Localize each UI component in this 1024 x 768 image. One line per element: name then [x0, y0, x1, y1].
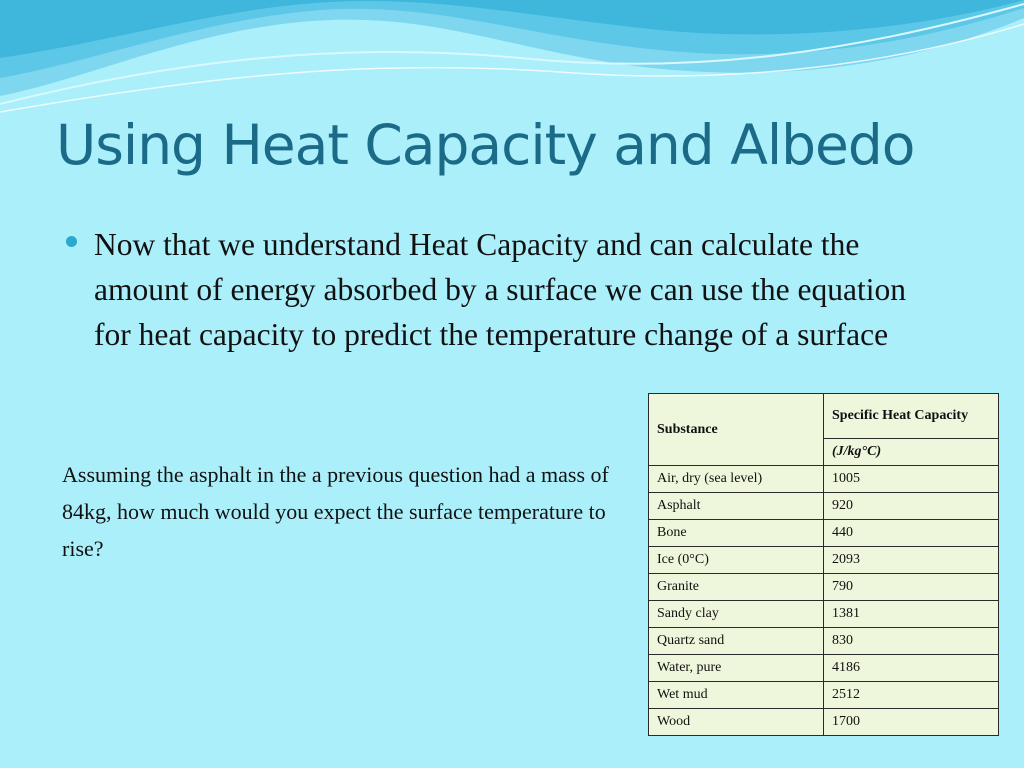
substance-cell: Water, pure: [649, 655, 824, 682]
heat-capacity-cell: 1005: [824, 466, 999, 493]
substance-cell: Granite: [649, 574, 824, 601]
substance-cell: Quartz sand: [649, 628, 824, 655]
heat-capacity-cell: 920: [824, 493, 999, 520]
heat-capacity-cell: 1381: [824, 601, 999, 628]
specific-heat-header: Specific Heat Capacity: [824, 394, 999, 439]
substance-cell: Wood: [649, 709, 824, 736]
substance-cell: Bone: [649, 520, 824, 547]
heat-capacity-cell: 2512: [824, 682, 999, 709]
bullet-item: [66, 222, 946, 357]
question-text: Assuming the asphalt in the a previous question had a mass of 84kg, how much would you expect the surface temperature to rise?: [62, 462, 609, 561]
units-header: (J/kg°C): [824, 439, 999, 466]
heat-capacity-cell: 440: [824, 520, 999, 547]
heat-capacity-cell: 1700: [824, 709, 999, 736]
substance-cell: Wet mud: [649, 682, 824, 709]
substance-header: Substance: [649, 394, 824, 466]
heat-capacity-cell: 790: [824, 574, 999, 601]
table-row: [649, 682, 999, 709]
table-row: [649, 547, 999, 574]
table-row: [649, 709, 999, 736]
heat-capacity-cell: 4186: [824, 655, 999, 682]
decorative-wave-banner: [0, 0, 1024, 130]
table-row: [649, 655, 999, 682]
specific-heat-table: [648, 393, 999, 736]
substance-cell: Ice (0°C): [649, 547, 824, 574]
substance-cell: Asphalt: [649, 493, 824, 520]
substance-cell: Air, dry (sea level): [649, 466, 824, 493]
table-header-row: [649, 394, 999, 439]
table-row: [649, 628, 999, 655]
table-row: [649, 466, 999, 493]
slide-title: Using Heat Capacity and Albedo: [56, 113, 915, 177]
heat-capacity-cell: 2093: [824, 547, 999, 574]
table-row: [649, 493, 999, 520]
substance-cell: Sandy clay: [649, 601, 824, 628]
table-row: [649, 601, 999, 628]
table-row: [649, 520, 999, 547]
table-row: [649, 574, 999, 601]
bullet-dot-icon: [66, 236, 77, 247]
heat-capacity-cell: 830: [824, 628, 999, 655]
bullet-text: Now that we understand Heat Capacity and can calculate the amount of energy absorbed by a surface we can use the equation for heat capacity to predict the temperature change of a surface: [94, 227, 906, 352]
